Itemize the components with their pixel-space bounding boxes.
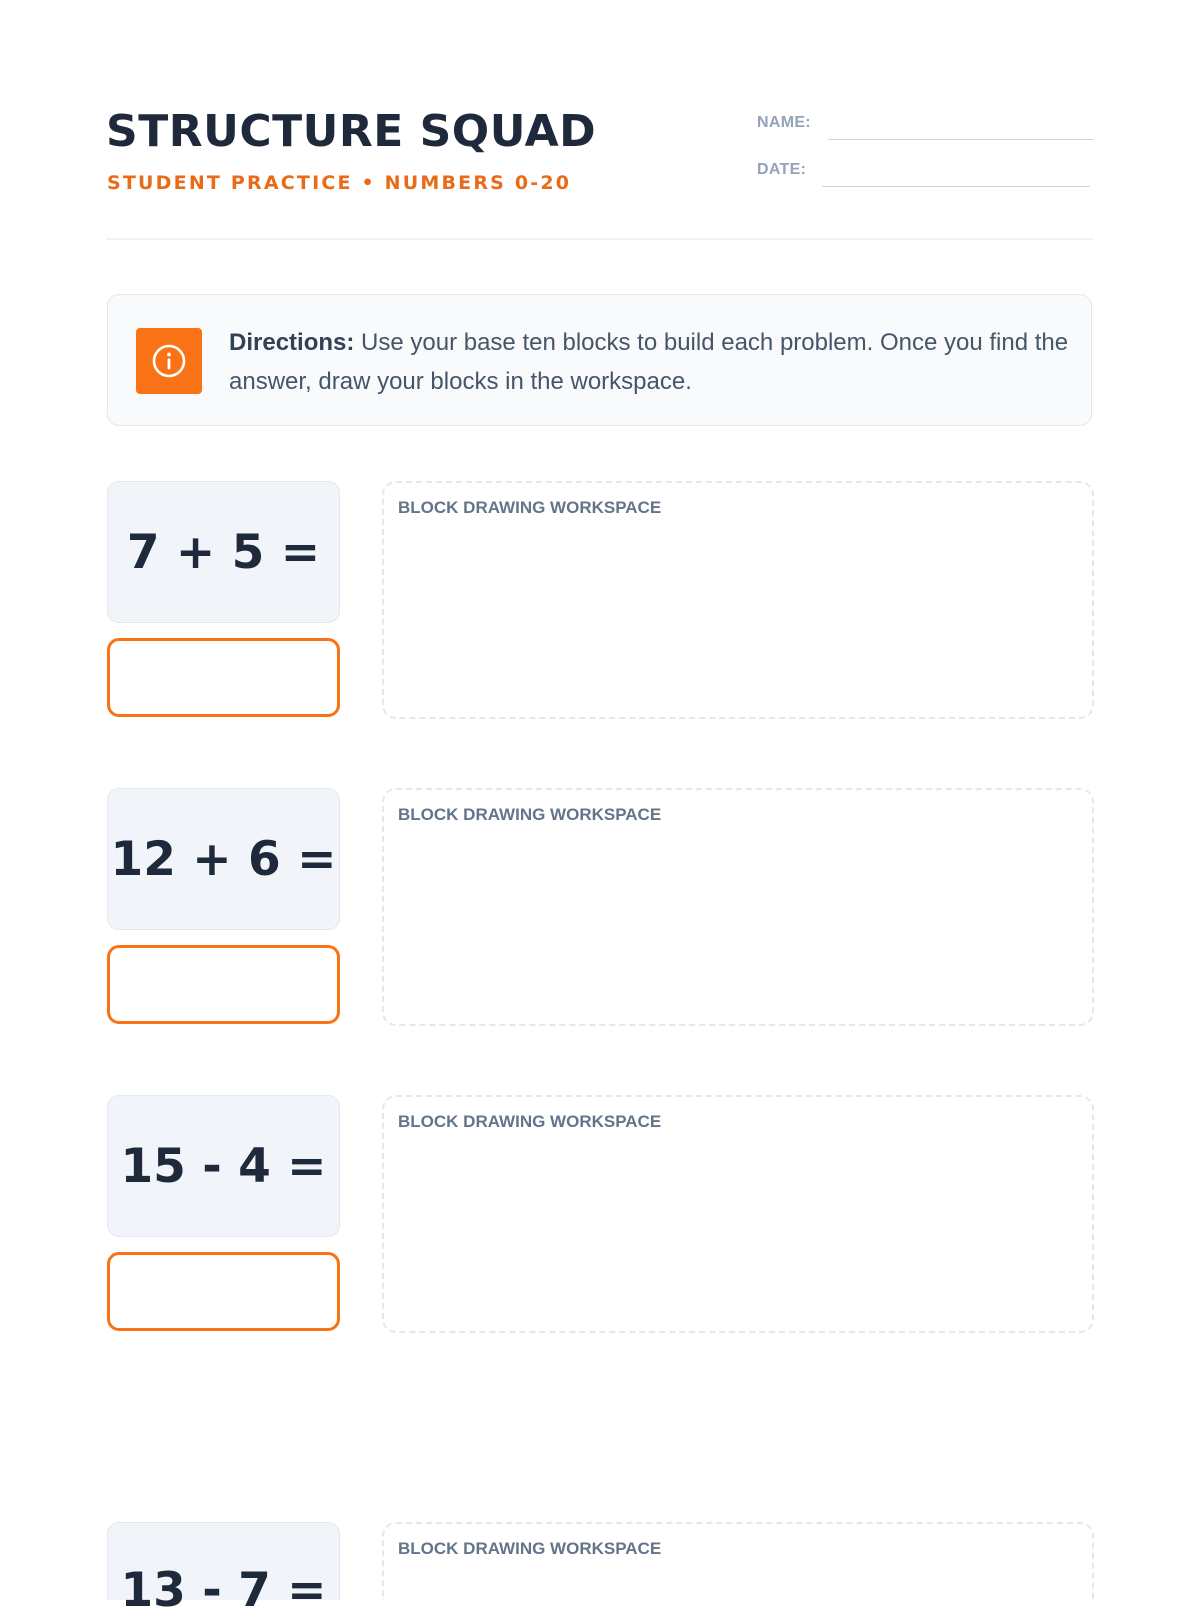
name-field[interactable] [828,139,1094,140]
block-drawing-workspace[interactable] [382,481,1094,719]
answer-box[interactable] [107,945,340,1024]
info-icon [136,328,202,394]
directions-body: Use your base ten blocks to build each problem. Once you find the answer, draw your blocks in the workspace. [229,329,1069,395]
header-divider [106,238,1093,240]
workspace-label: BLOCK DRAWING WORKSPACE [398,805,662,824]
directions-lead: Directions: [229,329,355,356]
workspace-label: BLOCK DRAWING WORKSPACE [398,498,662,517]
problem-card [107,1522,340,1618]
page-title: STRUCTURE SQUAD [106,106,597,157]
answer-box[interactable] [107,638,340,717]
block-drawing-workspace[interactable] [382,1522,1094,1600]
problem-card [107,788,340,930]
date-field[interactable] [822,186,1090,187]
problem-expression: 15 - 4 = [120,1138,327,1194]
answer-box[interactable] [107,1252,340,1331]
page-subtitle: STUDENT PRACTICE • NUMBERS 0-20 [107,172,572,194]
name-label: NAME: [757,114,811,131]
date-label: DATE: [757,161,807,178]
problem-expression: 13 - 7 = [120,1563,327,1618]
block-drawing-workspace[interactable] [382,788,1094,1026]
problem-card [107,1095,340,1237]
problem-expression: 7 + 5 = [126,524,321,580]
directions-text [229,323,1069,401]
block-drawing-workspace[interactable] [382,1095,1094,1333]
problem-expression: 12 + 6 = [110,831,337,887]
problem-card [107,481,340,623]
workspace-label: BLOCK DRAWING WORKSPACE [398,1112,662,1131]
workspace-label: BLOCK DRAWING WORKSPACE [398,1539,662,1558]
